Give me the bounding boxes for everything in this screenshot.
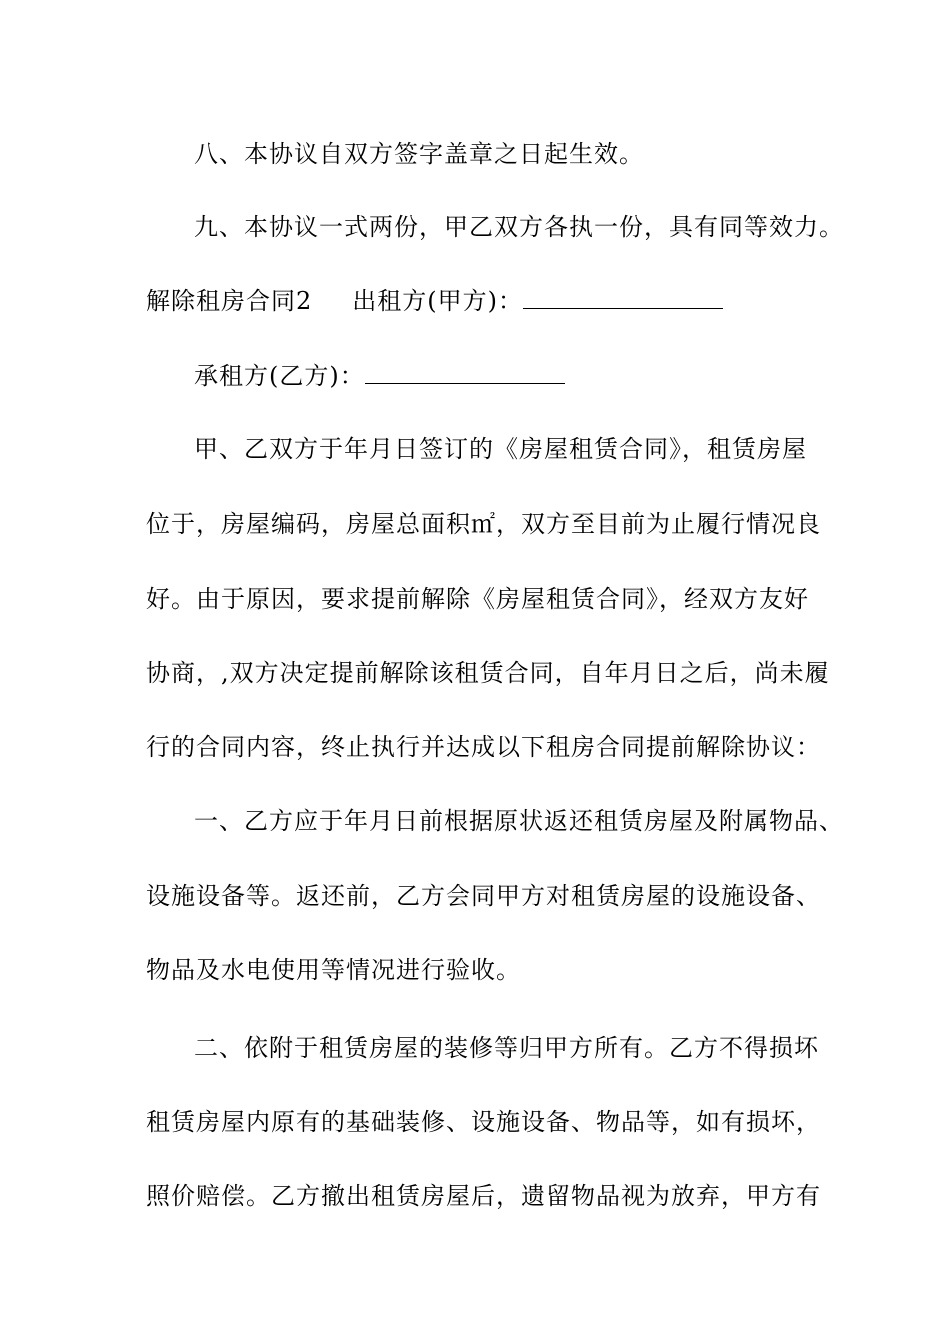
clause-two-line: 二、依附于租赁房屋的装修等归甲方所有。乙方不得损坏: [194, 1034, 819, 1062]
lessee-line: [194, 361, 894, 391]
clause-eight: 八、本协议自双方签字盖章之日起生效。: [194, 140, 644, 168]
paragraph-line: 好。由于原因，要求提前解除《房屋租赁合同》，经双方友好: [146, 585, 809, 613]
lessee-label: 承租方(乙方)：: [194, 362, 365, 390]
paragraph-line: 行的合同内容，终止执行并达成以下租房合同提前解除协议：: [146, 733, 821, 761]
clause-two-line: 照价赔偿。乙方撤出租赁房屋后，遗留物品视为放弃，甲方有: [146, 1182, 821, 1210]
clause-nine: 九、本协议一式两份，甲乙双方各执一份，具有同等效力。: [194, 213, 844, 241]
clause-one-line: 设施设备等。返还前，乙方会同甲方对租赁房屋的设施设备、: [146, 882, 821, 910]
clause-one-line: 一、乙方应于年月日前根据原状返还租赁房屋及附属物品、: [194, 807, 844, 835]
section-title: 解除租房合同2: [146, 287, 313, 315]
contract-heading-line: [146, 286, 846, 316]
paragraph-line: 协商，,双方决定提前解除该租赁合同，自年月日之后，尚未履: [146, 659, 830, 687]
lessee-signature-blank: [365, 361, 565, 384]
paragraph-line: 位于，房屋编码，房屋总面积㎡，双方至目前为止履行情况良: [146, 510, 821, 538]
lessor-label: 出租方(甲方)：: [352, 287, 524, 315]
clause-two-line: 租赁房屋内原有的基础装修、设施设备、物品等，如有损坏，: [146, 1108, 821, 1136]
lessor-signature-blank: [523, 286, 723, 309]
paragraph-line: 甲、乙双方于年月日签订的《房屋租赁合同》，租赁房屋: [194, 435, 807, 463]
clause-one-line: 物品及水电使用等情况进行验收。: [146, 956, 521, 984]
